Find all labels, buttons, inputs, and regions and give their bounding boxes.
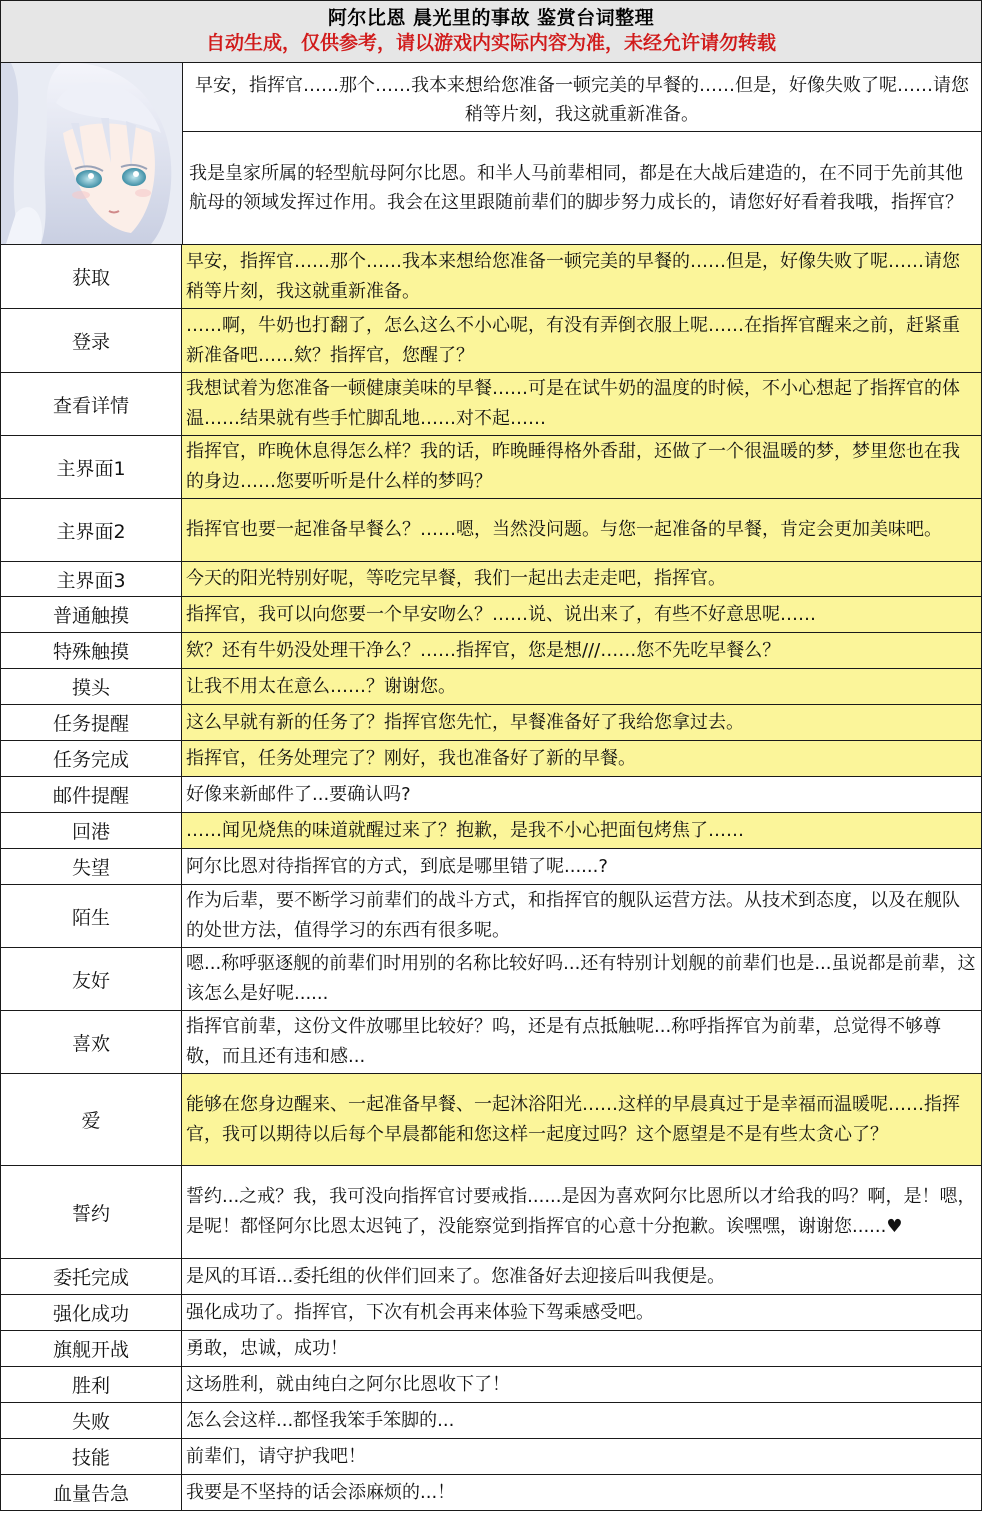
row-label: 获取 [1,245,182,308]
row-quote: 让我不用太在意么……？谢谢您。 [182,669,981,704]
intro-greeting: 早安，指挥官……那个……我本来想给您准备一顿完美的早餐的……但是，好像失败了呢……请您稍等片刻，我这就重新准备。 [183,63,981,132]
row-quote: 怎么会这样...都怪我笨手笨脚的... [186,1409,455,1431]
row-label: 友好 [1,948,182,1010]
row-quote: 誓约...之戒？我，我可没向指挥官讨要戒指......是因为喜欢阿尔比恩所以才给我的吗？啊，是！嗯，是呢！都怪阿尔比恩太迟钝了，没能察觉到指挥官的心意十分抱歉。诶嘿嘿，谢谢您......♥ [186,1186,976,1237]
row-label: 查看详情 [1,373,182,435]
row-label: 失望 [1,849,182,884]
table-row [1,597,981,633]
row-quote: 阿尔比恩对待指挥官的方式，到底是哪里错了呢......? [186,855,608,877]
row-quote: 早安，指挥官……那个……我本来想给您准备一顿完美的早餐的……但是，好像失败了呢……请您稍等片刻，我这就重新准备。 [182,245,981,308]
row-label: 普通触摸 [1,597,182,632]
row-quote: 这么早就有新的任务了？指挥官您先忙，早餐准备好了我给您拿过去。 [182,705,981,740]
row-label: 陌生 [1,885,182,947]
row-quote: 勇敢，忠诚，成功！ [186,1337,348,1359]
row-label: 主界面3 [1,562,182,596]
sheet-disclaimer: 自动生成，仅供参考，请以游戏内实际内容为准，未经允许请勿转载 [205,32,776,54]
row-label: 主界面2 [1,499,182,561]
table-row [1,373,981,436]
table-row [1,1074,981,1166]
row-label: 爱 [1,1074,182,1165]
row-label: 邮件提醒 [1,777,182,812]
table-row [1,309,981,373]
row-quote: 欸？还有牛奶没处理干净么？……指挥官，您是想///……您不先吃早餐么？ [182,633,981,668]
row-label: 失败 [1,1403,182,1438]
table-row [1,1011,981,1074]
table-row [1,245,981,309]
sheet-title: 阿尔比恩 晨光里的事故 鉴赏台词整理 [327,7,655,29]
row-quote: 前辈们，请守护我吧！ [186,1445,366,1467]
row-quote: 是风的耳语...委托组的伙伴们回来了。您准备好去迎接后叫我便是。 [186,1265,726,1287]
intro-self-introduction: 我是皇家所属的轻型航母阿尔比恩。和半人马前辈相同，都是在大战后建造的，在不同于先前其他航母的领域发挥过作用。我会在这里跟随前辈们的脚步努力成长的，请您好好看着我哦，指挥官？ [189,163,963,213]
row-quote: 指挥官也要一起准备早餐么？……嗯，当然没问题。与您一起准备的早餐，肯定会更加美味吧。 [182,499,981,561]
row-quote: 我想试着为您准备一顿健康美味的早餐……可是在试牛奶的温度的时候，不小心想起了指挥官的体温……结果就有些手忙脚乱地……对不起…… [182,373,981,435]
row-quote: 指挥官，昨晚休息得怎么样？我的话，昨晚睡得格外香甜，还做了一个很温暖的梦，梦里您也在我的身边……您要听听是什么样的梦吗？ [182,436,981,498]
table-row [1,436,981,499]
table-row [1,885,981,948]
row-quote: 今天的阳光特别好呢，等吃完早餐，我们一起出去走走吧，指挥官。 [182,562,981,596]
row-label: 强化成功 [1,1295,182,1330]
row-label: 回港 [1,813,182,848]
row-label: 摸头 [1,669,182,704]
table-row [1,1166,981,1259]
row-label: 旗舰开战 [1,1331,182,1366]
table-row [1,1367,981,1403]
table-row [1,849,981,885]
row-label: 喜欢 [1,1011,182,1073]
row-quote: ……闻见烧焦的味道就醒过来了？抱歉，是我不小心把面包烤焦了…… [182,813,981,848]
row-quote: 指挥官，我可以向您要一个早安吻么？……说、说出来了，有些不好意思呢…… [182,597,981,632]
table-row [1,1475,981,1511]
row-label: 胜利 [1,1367,182,1402]
row-quote: 能够在您身边醒来、一起准备早餐、一起沐浴阳光……这样的早晨真过于是幸福而温暖呢……指挥官，我可以期待以后每个早晨都能和您这样一起度过吗？这个愿望是不是有些太贪心了？ [182,1074,981,1165]
table-row [1,1331,981,1367]
row-quote: 这场胜利，就由纯白之阿尔比恩收下了！ [186,1373,510,1395]
table-row [1,1439,981,1475]
row-label: 任务完成 [1,741,182,776]
table-row [1,1403,981,1439]
row-quote: 作为后辈，要不断学习前辈们的战斗方式，和指挥官的舰队运营方法。从技术到态度，以及在舰队的处世方法，值得学习的东西有很多呢。 [186,890,960,941]
intro-section [1,63,981,245]
row-quote: 指挥官前辈，这份文件放哪里比较好？呜，还是有点抵触呢...称呼指挥官为前辈，总觉得不够尊敬，而且还有违和感... [186,1016,942,1067]
row-label: 誓约 [1,1166,182,1258]
row-label: 委托完成 [1,1259,182,1294]
row-quote: 我要是不坚持的话会添麻烦的...！ [186,1481,456,1503]
table-row [1,1295,981,1331]
sheet-header [1,1,981,63]
table-row [1,562,981,597]
row-label: 任务提醒 [1,705,182,740]
character-portrait-illustration [1,63,182,244]
row-quote: ……啊，牛奶也打翻了，怎么这么不小心呢，有没有弄倒衣服上呢……在指挥官醒来之前，赶紧重新准备吧……欸？指挥官，您醒了？ [182,309,981,372]
table-row [1,705,981,741]
quote-table [1,245,981,1511]
row-label: 特殊触摸 [1,633,182,668]
table-row [1,813,981,849]
row-quote: 好像来新邮件了...要确认吗? [186,783,411,805]
table-row [1,777,981,813]
row-quote: 嗯...称呼驱逐舰的前辈们时用别的名称比较好吗...还有特别计划舰的前辈们也是...虽说都是前辈，这该怎么是好呢...... [186,953,976,1004]
table-row [1,741,981,777]
intro-texts [183,63,981,244]
table-row [1,948,981,1011]
table-row [1,499,981,562]
row-quote: 强化成功了。指挥官，下次有机会再来体验下驾乘感受吧。 [186,1301,654,1323]
row-label: 血量告急 [1,1475,182,1510]
table-row [1,669,981,705]
row-label: 登录 [1,309,182,372]
table-row [1,1259,981,1295]
table-row [1,633,981,669]
row-label: 技能 [1,1439,182,1474]
row-quote: 指挥官，任务处理完了？刚好，我也准备好了新的早餐。 [182,741,981,776]
character-portrait [1,63,183,244]
row-label: 主界面1 [1,436,182,498]
